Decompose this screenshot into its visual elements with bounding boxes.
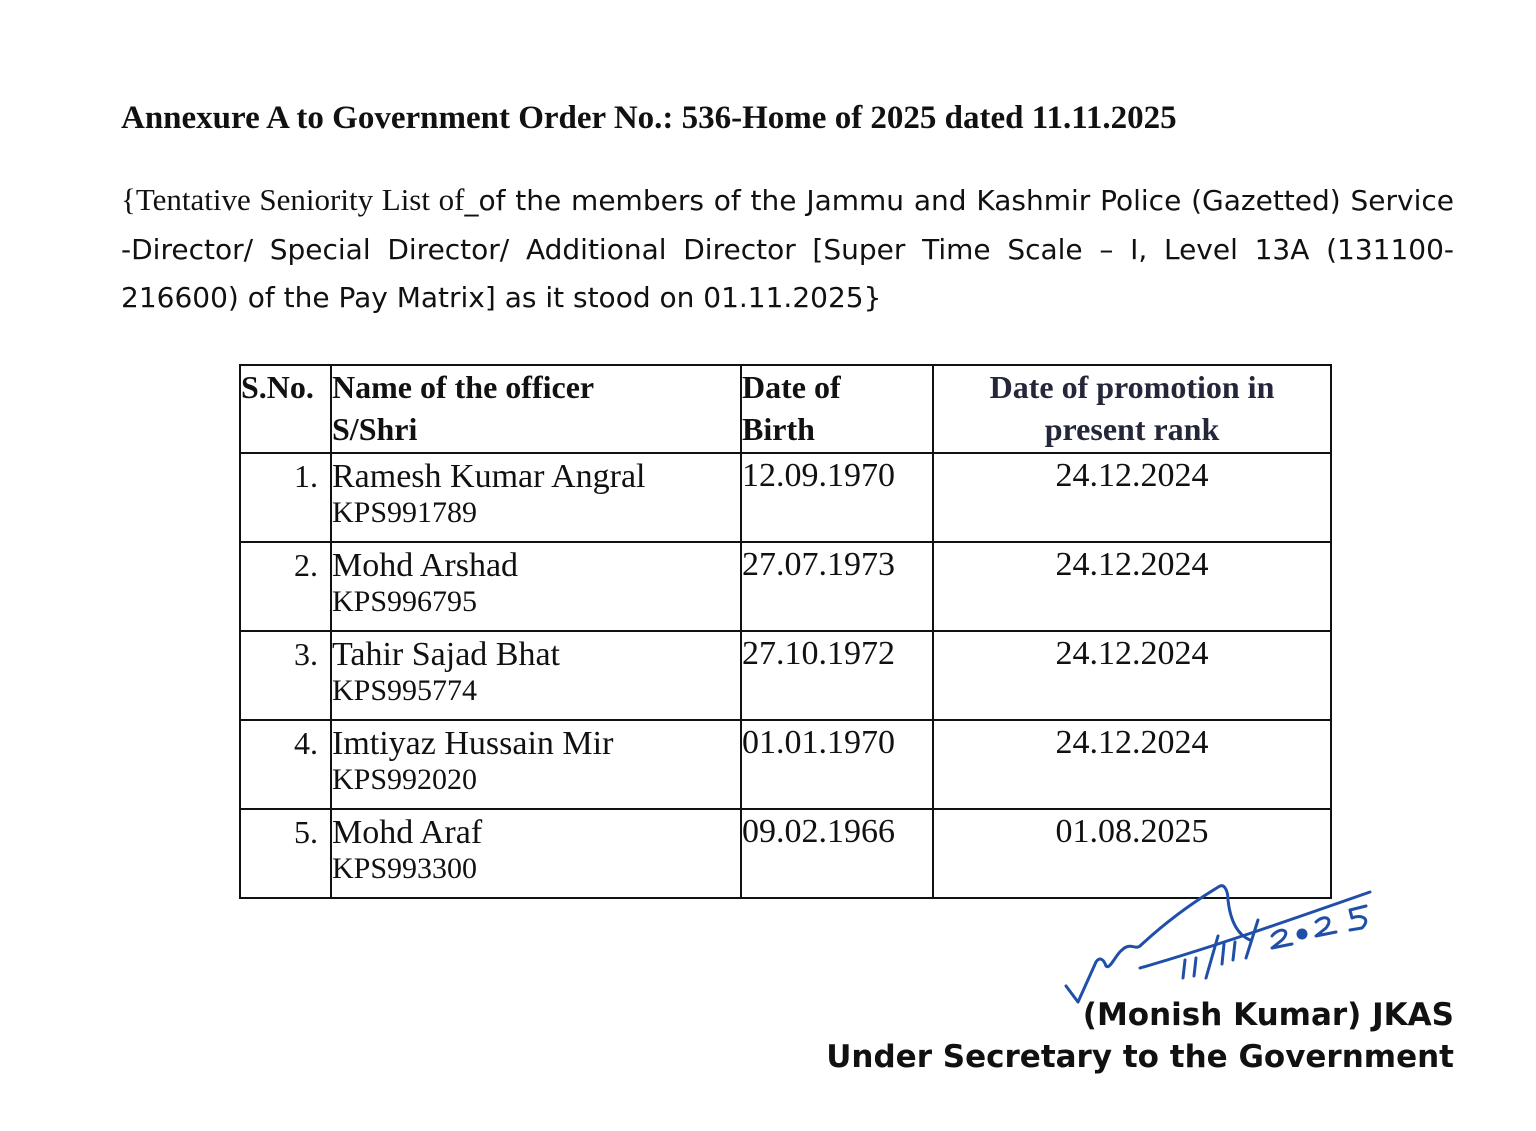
- cell-officer: [331, 542, 741, 631]
- officer-id: KPS993300: [332, 852, 478, 885]
- cell-dob: 12.09.1970: [741, 453, 933, 542]
- table-row: [240, 542, 1331, 631]
- seniority-table: [239, 364, 1332, 899]
- signer-name: (Monish Kumar) JKAS: [1082, 997, 1454, 1033]
- header-sno: S.No.: [240, 365, 331, 453]
- cell-promotion-date: 24.12.2024: [933, 631, 1331, 720]
- header-name: Name of the officer S/Shri: [331, 365, 741, 453]
- cell-officer: [331, 631, 741, 720]
- document-title: Annexure A to Government Order No.: 536-Home of 2025 dated 11.11.2025: [121, 100, 1177, 136]
- officer-id: KPS992020: [332, 763, 478, 796]
- cell-dob: 27.10.1972: [741, 631, 933, 720]
- header-dob: Date of Birth: [741, 365, 933, 453]
- description-rest: _of the members of the Jammu and Kashmir Police (Gazetted) Service -Director/ Special Director/ Additional Director [Super Time Scale – I, Level 13A (131100-216600) of the Pay Matrix] as it stood on 01.11.2025}: [121, 184, 1454, 314]
- cell-sno: 2.: [240, 542, 331, 631]
- cell-promotion-date: 01.08.2025: [933, 809, 1331, 898]
- cell-promotion-date: 24.12.2024: [933, 453, 1331, 542]
- cell-sno: 4.: [240, 720, 331, 809]
- table-row: [240, 720, 1331, 809]
- table-header-row: [240, 365, 1331, 453]
- header-promotion-date: Date of promotion in present rank: [933, 365, 1331, 453]
- document-description: [121, 176, 1454, 323]
- cell-sno: 1.: [240, 453, 331, 542]
- cell-officer: [331, 809, 741, 898]
- officer-name: Ramesh Kumar Angral: [332, 458, 646, 495]
- officer-name: Tahir Sajad Bhat: [332, 636, 561, 673]
- cell-dob: 01.01.1970: [741, 720, 933, 809]
- cell-officer: [331, 453, 741, 542]
- table-row: [240, 631, 1331, 720]
- officer-id: KPS996795: [332, 585, 478, 618]
- description-serif-part: {Tentative Seniority List of: [121, 182, 465, 217]
- signer-designation: Under Secretary to the Government: [826, 1039, 1454, 1075]
- cell-sno: 3.: [240, 631, 331, 720]
- officer-id: KPS995774: [332, 674, 478, 707]
- cell-promotion-date: 24.12.2024: [933, 720, 1331, 809]
- officer-id: KPS991789: [332, 496, 478, 529]
- cell-promotion-date: 24.12.2024: [933, 542, 1331, 631]
- cell-dob: 27.07.1973: [741, 542, 933, 631]
- officer-name: Mohd Araf: [332, 814, 483, 851]
- cell-sno: 5.: [240, 809, 331, 898]
- signatory-block: [826, 994, 1454, 1078]
- cell-dob: 09.02.1966: [741, 809, 933, 898]
- officer-name: Mohd Arshad: [332, 547, 519, 584]
- officer-name: Imtiyaz Hussain Mir: [332, 725, 614, 762]
- cell-officer: [331, 720, 741, 809]
- table-row: [240, 453, 1331, 542]
